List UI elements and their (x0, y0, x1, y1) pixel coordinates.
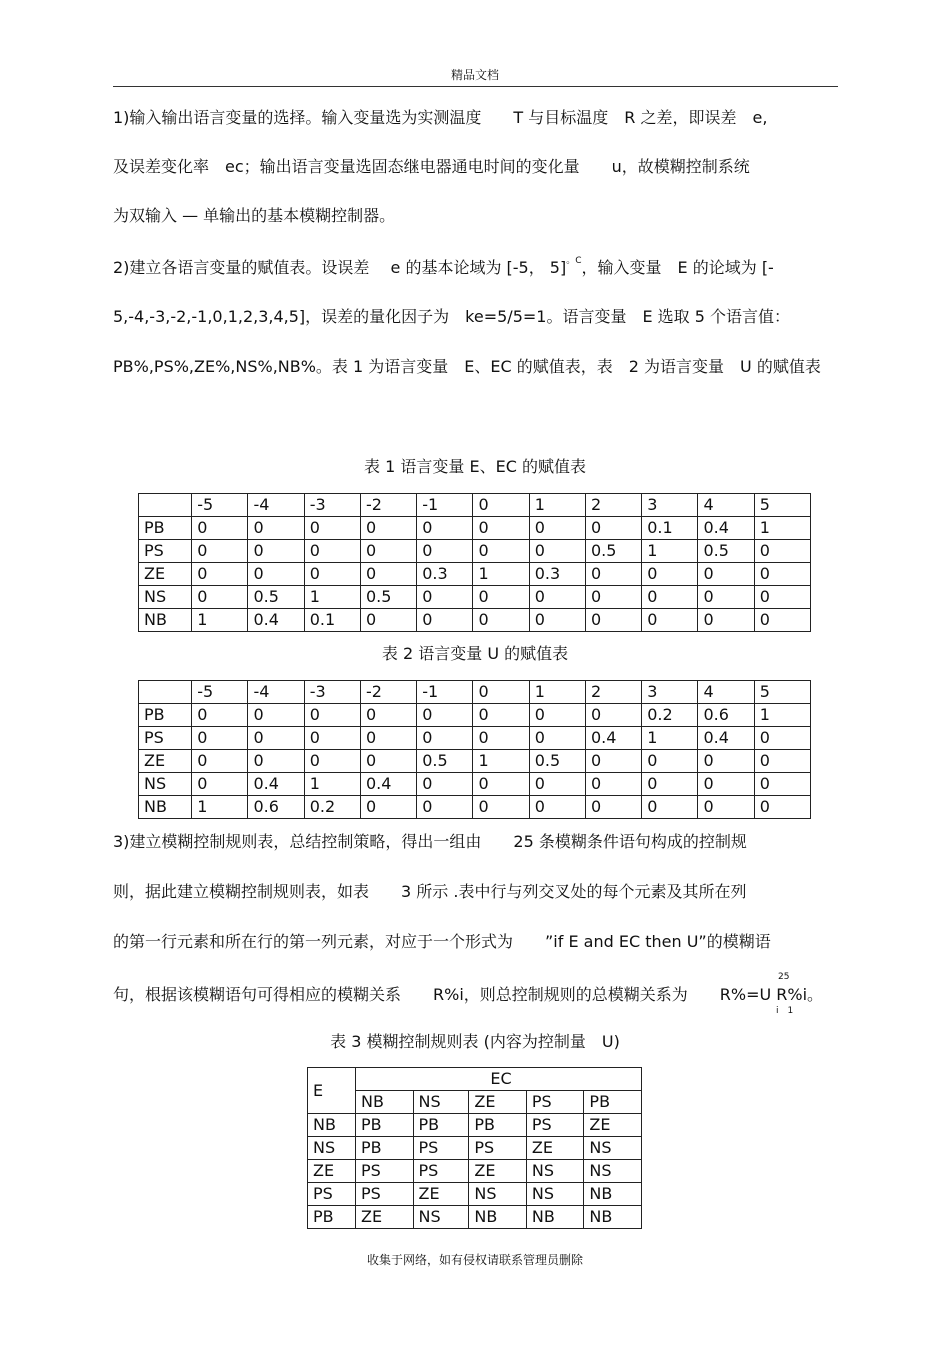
table-row (139, 750, 811, 773)
value-cell: NB (469, 1206, 527, 1229)
value-cell: 0 (304, 517, 360, 540)
value-cell: 1 (642, 540, 698, 563)
paragraph-2-line-1 (113, 258, 774, 281)
value-cell: 1 (192, 796, 248, 819)
value-cell: 0 (248, 727, 304, 750)
row-label-cell: NB (139, 796, 192, 819)
table-2 (138, 680, 811, 819)
header-cell: 2 (585, 681, 641, 704)
value-cell: 0 (585, 517, 641, 540)
value-cell: 0.5 (698, 540, 754, 563)
value-cell: 0 (698, 773, 754, 796)
value-cell: 0 (248, 750, 304, 773)
value-cell: 1 (304, 586, 360, 609)
table-2-caption: 表 2 语言变量 U 的赋值表 (381, 644, 569, 663)
paragraph-1-line-1: 1)输入输出语言变量的选择。输入变量选为实测温度 T 与目标温度 R 之差，即误差 e, (113, 108, 768, 127)
value-cell: NS (584, 1137, 642, 1160)
value-cell: NB (526, 1206, 584, 1229)
value-cell: PB (469, 1114, 527, 1137)
value-cell: 0 (417, 540, 473, 563)
header-cell: 4 (698, 681, 754, 704)
value-cell: 0.5 (529, 750, 585, 773)
header-cell: PS (526, 1091, 584, 1114)
value-cell: 0 (698, 586, 754, 609)
value-cell: 0 (642, 609, 698, 632)
table-row (308, 1114, 642, 1137)
value-cell: 0 (473, 796, 529, 819)
value-cell: 0 (698, 609, 754, 632)
paragraph-2-line-3: PB%,PS%,ZE%,NS%,NB%。表 1 为语言变量 E、EC 的赋值表，表 2 为语言变量 U 的赋值表 (113, 357, 821, 376)
value-cell: ZE (356, 1206, 414, 1229)
value-cell: 0 (642, 796, 698, 819)
table-row (139, 517, 811, 540)
table-row (308, 1183, 642, 1206)
value-cell: 0 (360, 609, 416, 632)
value-cell: ZE (526, 1137, 584, 1160)
value-cell: 0 (754, 563, 810, 586)
value-cell: 0.3 (417, 563, 473, 586)
value-cell: 0 (192, 773, 248, 796)
value-cell: 0 (642, 563, 698, 586)
header-cell: -5 (192, 494, 248, 517)
row-label-cell: PS (139, 540, 192, 563)
value-cell: 0 (248, 704, 304, 727)
table-row (308, 1160, 642, 1183)
value-cell: PS (469, 1137, 527, 1160)
value-cell: 1 (304, 773, 360, 796)
table-row (139, 796, 811, 819)
value-cell: 0 (529, 609, 585, 632)
value-cell: 0 (754, 586, 810, 609)
value-cell: 0 (585, 773, 641, 796)
value-cell: 0 (585, 750, 641, 773)
value-cell: 0 (304, 540, 360, 563)
table-3-caption: 表 3 模糊控制规则表 (内容为控制量 U) (330, 1032, 620, 1051)
corner-cell: E (308, 1068, 356, 1114)
table-group-row (308, 1068, 642, 1091)
table-row (308, 1137, 642, 1160)
value-cell: 1 (192, 609, 248, 632)
header-cell: 0 (473, 494, 529, 517)
value-cell: PB (356, 1137, 414, 1160)
value-cell: NS (469, 1183, 527, 1206)
value-cell: 0 (529, 727, 585, 750)
paragraph-1-line-3: 为双输入 — 单输出的基本模糊控制器。 (113, 206, 396, 225)
value-cell: 0 (698, 563, 754, 586)
value-cell: 0.2 (642, 704, 698, 727)
value-cell: 0 (192, 750, 248, 773)
value-cell: 0 (360, 727, 416, 750)
header-cell: 3 (642, 494, 698, 517)
table-3 (307, 1067, 642, 1229)
row-label-cell: NS (308, 1137, 356, 1160)
value-cell: 0.5 (417, 750, 473, 773)
value-cell: 0 (417, 517, 473, 540)
value-cell: 0.4 (248, 773, 304, 796)
union-upper-limit: 25 (778, 972, 790, 982)
value-cell: 0 (473, 773, 529, 796)
value-cell: 0 (192, 704, 248, 727)
value-cell: 0 (473, 517, 529, 540)
value-cell: 0 (754, 727, 810, 750)
value-cell: 0.2 (304, 796, 360, 819)
value-cell: 0 (754, 609, 810, 632)
value-cell: 0.1 (642, 517, 698, 540)
value-cell: 0 (417, 796, 473, 819)
row-label-cell: PB (308, 1206, 356, 1229)
value-cell: 0.5 (360, 586, 416, 609)
value-cell: 0.4 (248, 609, 304, 632)
paragraph-2-line-1-text: 2)建立各语言变量的赋值表。设误差 e 的基本论域为 [-5， 5] (113, 258, 567, 277)
header-cell: -3 (304, 681, 360, 704)
value-cell: 0 (754, 750, 810, 773)
table-row (139, 586, 811, 609)
paragraph-2-line-2: 5,-4,-3,-2,-1,0,1,2,3,4,5]，误差的量化因子为 ke=5/5=1。语言变量 E 选取 5 个语言值： (113, 307, 791, 326)
value-cell: 0 (192, 517, 248, 540)
value-cell: NS (584, 1160, 642, 1183)
value-cell: 0.6 (248, 796, 304, 819)
table-header-row (139, 494, 811, 517)
row-label-cell: PS (139, 727, 192, 750)
table-header-row (308, 1091, 642, 1114)
row-label-cell: ZE (139, 563, 192, 586)
value-cell: 0 (360, 563, 416, 586)
value-cell: PB (356, 1114, 414, 1137)
row-label-cell: NB (308, 1114, 356, 1137)
value-cell: 0.5 (585, 540, 641, 563)
header-cell: 3 (642, 681, 698, 704)
row-label-cell: ZE (308, 1160, 356, 1183)
table-row (139, 609, 811, 632)
value-cell: 0 (248, 540, 304, 563)
value-cell: 0 (473, 704, 529, 727)
header-cell: -4 (248, 494, 304, 517)
header-cell: 0 (473, 681, 529, 704)
table-row (139, 540, 811, 563)
header-cell: 2 (585, 494, 641, 517)
value-cell: 0 (473, 540, 529, 563)
header-cell: -2 (360, 681, 416, 704)
union-lower-limit: i 1 (776, 1006, 794, 1016)
value-cell: 0 (417, 609, 473, 632)
value-cell: 0 (417, 586, 473, 609)
value-cell: NS (526, 1160, 584, 1183)
value-cell: ZE (469, 1160, 527, 1183)
value-cell: ZE (584, 1114, 642, 1137)
value-cell: 0 (360, 540, 416, 563)
row-label-cell: NS (139, 773, 192, 796)
row-label-cell: ZE (139, 750, 192, 773)
header-cell (139, 681, 192, 704)
row-label-cell: NB (139, 609, 192, 632)
header-cell: PB (584, 1091, 642, 1114)
value-cell: PS (413, 1160, 469, 1183)
value-cell: NS (526, 1183, 584, 1206)
page-header: 精品文档 (450, 68, 499, 82)
value-cell: 0 (417, 704, 473, 727)
value-cell: 0 (304, 750, 360, 773)
table-row (139, 704, 811, 727)
header-cell: -4 (248, 681, 304, 704)
header-cell: -5 (192, 681, 248, 704)
value-cell: 0 (529, 586, 585, 609)
value-cell: 0 (585, 609, 641, 632)
table-row (308, 1206, 642, 1229)
paragraph-3-line-3: 的第一行元素和所在行的第一列元素，对应于一个形式为 ”if E and EC then U”的模糊语 (113, 932, 771, 951)
table-header-row (139, 681, 811, 704)
value-cell: 0 (529, 540, 585, 563)
value-cell: 0.4 (585, 727, 641, 750)
row-label-cell: PB (139, 517, 192, 540)
value-cell: 0 (192, 540, 248, 563)
header-cell: 5 (754, 681, 810, 704)
value-cell: PS (356, 1183, 414, 1206)
value-cell: 0 (248, 517, 304, 540)
value-cell: 1 (642, 727, 698, 750)
table-1 (138, 493, 811, 632)
value-cell: 0 (754, 773, 810, 796)
value-cell: 0 (642, 750, 698, 773)
value-cell: PS (413, 1137, 469, 1160)
unit-superscript: 。C (566, 256, 582, 266)
value-cell: 0 (473, 727, 529, 750)
value-cell: 0.4 (698, 727, 754, 750)
value-cell: ZE (413, 1183, 469, 1206)
value-cell: 0 (360, 750, 416, 773)
value-cell: 0 (360, 704, 416, 727)
value-cell: 0 (754, 796, 810, 819)
value-cell: 0 (698, 750, 754, 773)
value-cell: 0.6 (698, 704, 754, 727)
value-cell: 1 (473, 750, 529, 773)
value-cell: 0 (304, 704, 360, 727)
table-row (139, 563, 811, 586)
value-cell: 0 (360, 796, 416, 819)
row-label-cell: NS (139, 586, 192, 609)
header-cell: NS (413, 1091, 469, 1114)
header-rule (113, 86, 838, 87)
value-cell: 0 (192, 586, 248, 609)
value-cell: 0 (642, 773, 698, 796)
value-cell: 0 (473, 609, 529, 632)
value-cell: 0.1 (304, 609, 360, 632)
table-row (139, 773, 811, 796)
table-1-caption: 表 1 语言变量 E、EC 的赋值表 (364, 457, 586, 476)
paragraph-3-line-2: 则，据此建立模糊控制规则表，如表 3 所示 .表中行与列交叉处的每个元素及其所在列 (113, 882, 747, 901)
value-cell: PB (413, 1114, 469, 1137)
value-cell: 0.5 (248, 586, 304, 609)
header-cell: 1 (529, 494, 585, 517)
page-footer: 收集于网络，如有侵权请联系管理员删除 (366, 1253, 583, 1267)
header-cell: 5 (754, 494, 810, 517)
row-label-cell: PB (139, 704, 192, 727)
value-cell: 0 (248, 563, 304, 586)
value-cell: 1 (473, 563, 529, 586)
value-cell: NB (584, 1206, 642, 1229)
header-cell: NB (356, 1091, 414, 1114)
value-cell: 0 (754, 540, 810, 563)
value-cell: 0 (642, 586, 698, 609)
header-cell: -1 (417, 494, 473, 517)
value-cell: 0 (192, 563, 248, 586)
header-cell: -2 (360, 494, 416, 517)
value-cell: 0 (417, 727, 473, 750)
header-cell: ZE (469, 1091, 527, 1114)
table-row (139, 727, 811, 750)
value-cell: PS (526, 1114, 584, 1137)
value-cell: 0 (473, 586, 529, 609)
value-cell: 0 (698, 796, 754, 819)
value-cell: 0 (417, 773, 473, 796)
value-cell: 0.3 (529, 563, 585, 586)
value-cell: 0 (192, 727, 248, 750)
header-cell: 4 (698, 494, 754, 517)
paragraph-2-line-1-tail: ，输入变量 E 的论域为 [- (581, 258, 774, 277)
value-cell: 0 (529, 796, 585, 819)
value-cell: 0.4 (698, 517, 754, 540)
value-cell: 1 (754, 704, 810, 727)
value-cell: 0 (529, 704, 585, 727)
value-cell: NB (584, 1183, 642, 1206)
header-cell: -3 (304, 494, 360, 517)
paragraph-1-line-2: 及误差变化率 ec；输出语言变量选固态继电器通电时间的变化量 u，故模糊控制系统 (113, 157, 750, 176)
header-cell (139, 494, 192, 517)
value-cell: 0 (360, 517, 416, 540)
paragraph-3-line-1: 3)建立模糊控制规则表，总结控制策略，得出一组由 25 条模糊条件语句构成的控制规 (113, 832, 747, 851)
value-cell: PS (356, 1160, 414, 1183)
value-cell: 0 (529, 517, 585, 540)
value-cell: 1 (754, 517, 810, 540)
value-cell: 0 (529, 773, 585, 796)
value-cell: 0.4 (360, 773, 416, 796)
value-cell: 0 (585, 563, 641, 586)
paragraph-3-line-4: 句，根据该模糊语句可得相应的模糊关系 R%i，则总控制规则的总模糊关系为 R%=U R%i。 (113, 985, 824, 1004)
value-cell: 0 (585, 586, 641, 609)
value-cell: 0 (585, 704, 641, 727)
value-cell: NS (413, 1206, 469, 1229)
value-cell: 0 (585, 796, 641, 819)
value-cell: 0 (304, 727, 360, 750)
header-cell: -1 (417, 681, 473, 704)
row-label-cell: PS (308, 1183, 356, 1206)
value-cell: 0 (304, 563, 360, 586)
header-cell: 1 (529, 681, 585, 704)
group-header-cell: EC (356, 1068, 642, 1091)
